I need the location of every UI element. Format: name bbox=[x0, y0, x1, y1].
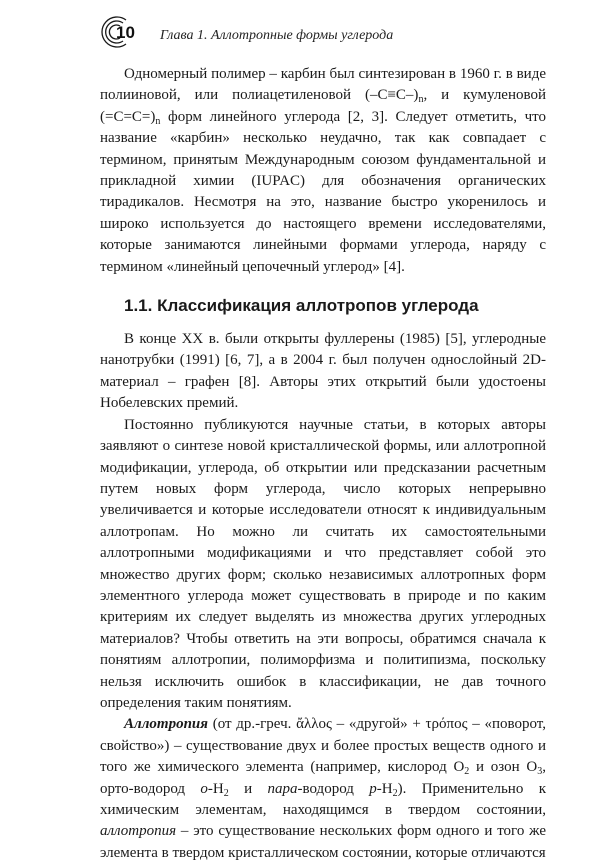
paragraph-publications: Постоянно публикуются научные статьи, в которых авторы заявляют о синтезе новой кристаллической формы, или аллотропной модификации, углерода, об открытии или предсказании расчетным путем новых форм углерода, число которых непрерывно увеличивается и которые исследователи относят к индивидуальным аллотропам. Но можно ли считать их самостоятельными аллотропными модификациями и что представляет собой это множество других форм; сколько независимых аллотропных форм элементного углерода может существовать в природе и по каким критериям их следует выделять из множества других углеродных материалов? Чтобы ответить на эти вопросы, обратимся сначала к понятиям аллотропии, полиморфизма и политипизма, поскольку нельзя исключить ошибок в классификации, не дав точного определения таким понятиям. bbox=[100, 416, 546, 711]
section-heading: 1.1. Классификация аллотропов углерода bbox=[124, 296, 479, 316]
running-title: Глава 1. Аллотропные формы углерода bbox=[160, 28, 394, 43]
term-allotropy: Аллотропия bbox=[124, 716, 208, 733]
page-number: 10 bbox=[116, 23, 135, 42]
paragraph-discoveries: В конце XX в. были открыты фуллерены (1985) [5], углеродные нанотрубки (1991) [6, 7], а в 2004 г. был получен однослойный 2D-материал – графен [8]. Авторы этих открытий были удостоены Нобелевских премий. bbox=[100, 331, 546, 412]
page-header bbox=[96, 14, 556, 54]
page-body bbox=[100, 64, 546, 864]
intro-paragraph: Одномерный полимер – карбин был синтезирован в 1960 г. в виде полииновой, или полиацетиленовой $(-C\equiv C-)_n$, и кумуленовой $(=C=C=)_n$ форм линейного углерода [2, 3]. Следует отметить, что название «карбин» несколько неудачно, так как совпадает с термином, принятым Международным союзом фундаментальной и прикладной химии (IUPAC) для обозначения органических тирадикалов. Несмотря на это, название быстро укоренилось и широко используется до настоящего времени исследователями, которые занимаются линейными формами углерода, наряду с термином «линейный цепочечный углерод» [4]. bbox=[100, 66, 546, 275]
paragraph-allotropy: Аллотропия (от др.-греч. ἄλλος – «другой» + τρόπος – «поворот, свойство») – существование двух и более простых веществ одного и того же химического элемента (например, кислород $O_2$ и озон $O_3$, орто-водород $o-H_2$ и пара-водород $p-H_2$). Применительно к химическим элементам, находящимся в твердом состоянии, аллотропия – это существование нескольких форм одного и того же элемента в твердом кристаллическом состоянии, которые отличаются bbox=[100, 716, 546, 861]
